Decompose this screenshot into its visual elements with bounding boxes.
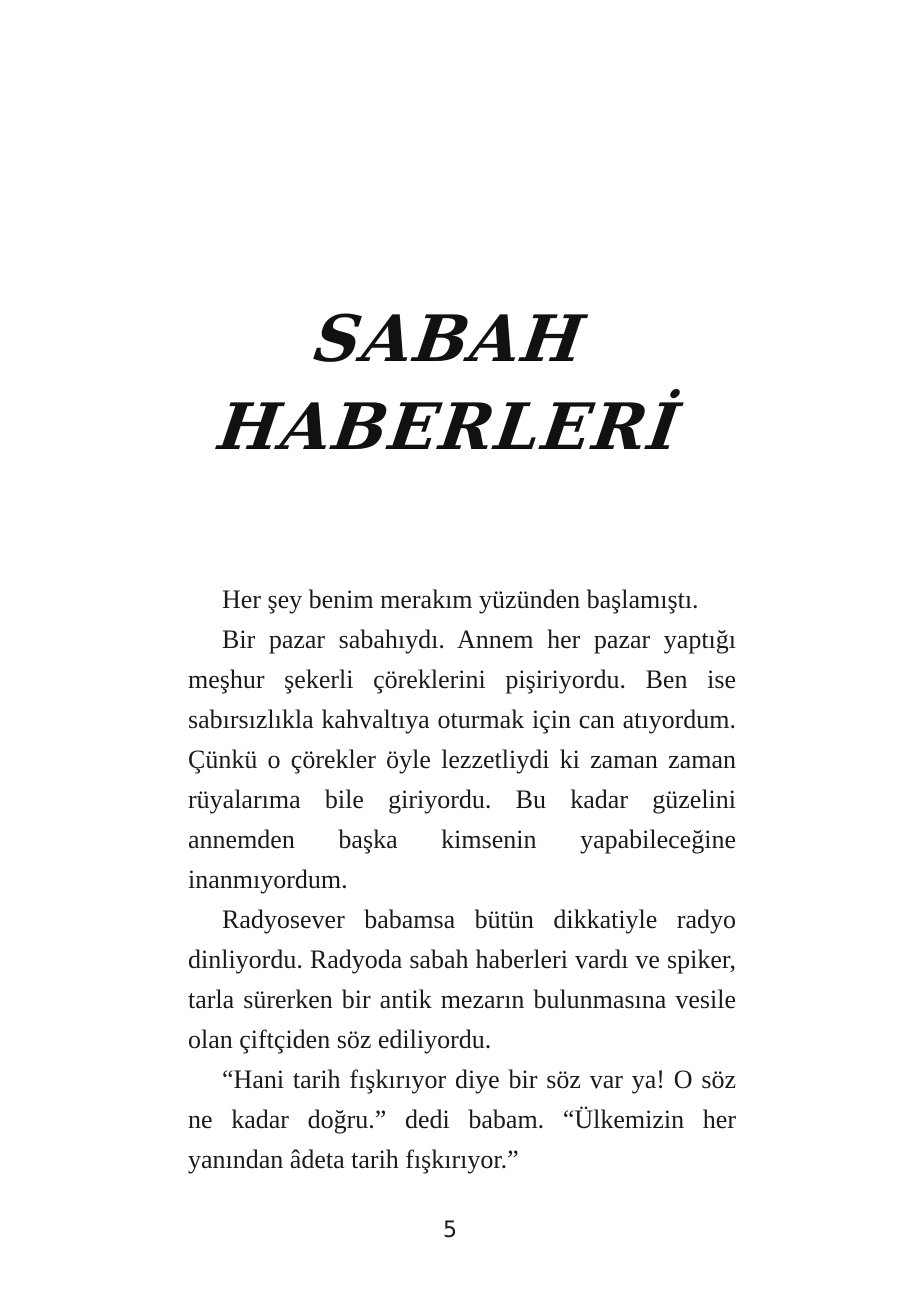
paragraph-1: Her şey benim merakım yüzünden başlamıştı. (222, 585, 699, 614)
paragraph-4: “Hani tarih fışkırıyor diye bir söz var ya! O söz ne kadar doğru.” dedi babam. “Ülkemizin her yanından âdeta tarih fışkırıyor.” (188, 1065, 736, 1174)
paragraph-3: Radyosever babamsa bütün dikkatiyle radyo dinliyordu. Radyoda sabah haberleri vardı ve spiker, tarla sürerken bir antik mezarın bulunmasına vesile olan çiftçiden söz ediliyordu. (188, 905, 736, 1054)
paragraph-2: Bir pazar sabahıydı. Annem her pazar yaptığı meşhur şekerli çöreklerini pişiriyordu. Ben ise sabırsızlıkla kahvaltıya oturmak için can atıyordum. Çünkü o çörekler öyle lezzetliydi ki zaman zaman rüyalarıma bile giriyordu. Bu kadar güzelini annemden başka kimsenin yapabileceğine inanmıyordum. (188, 625, 736, 894)
page-number: 5 (443, 1218, 457, 1243)
chapter-title-line-2: HABERLERİ (214, 390, 686, 465)
chapter-body (188, 580, 736, 1180)
chapter-title-line-1: SABAH (309, 302, 591, 377)
